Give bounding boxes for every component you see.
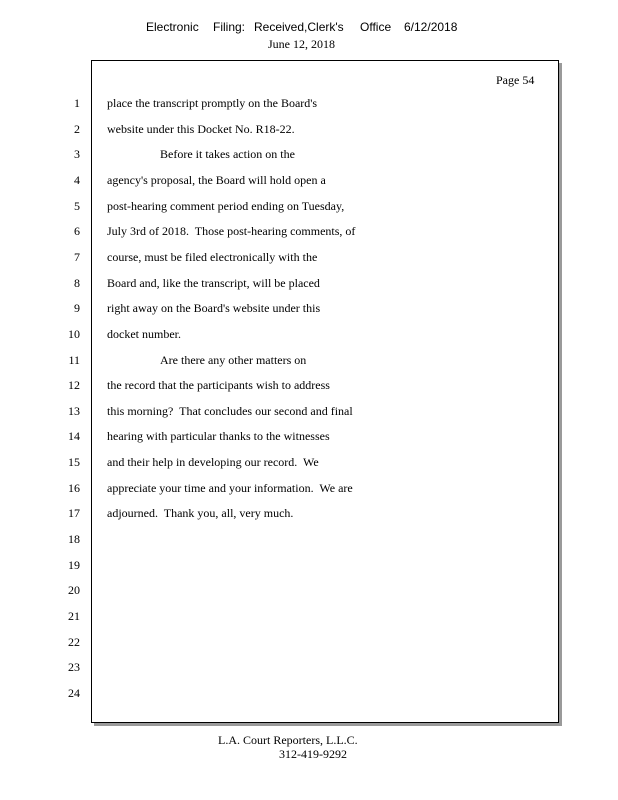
line-number: 3 — [74, 147, 80, 161]
line-text: docket number. — [107, 327, 181, 341]
line-text: Before it takes action on the — [160, 147, 295, 161]
transcript-line — [0, 249, 600, 267]
line-number: 16 — [68, 481, 80, 495]
transcript-line — [0, 326, 600, 344]
line-number: 9 — [74, 301, 80, 315]
transcript-line — [0, 608, 600, 626]
line-number: 20 — [68, 583, 80, 597]
line-number: 21 — [68, 609, 80, 623]
line-text: hearing with particular thanks to the witnesses — [107, 429, 330, 443]
line-number: 2 — [74, 122, 80, 136]
line-number: 10 — [68, 327, 80, 341]
filing-stamp-word: Filing: — [213, 20, 246, 34]
line-text: adjourned. Thank you, all, very much. — [107, 506, 294, 520]
line-number: 8 — [74, 276, 80, 290]
line-number: 1 — [74, 96, 80, 110]
filing-stamp-date: 6/12/2018 — [404, 20, 458, 34]
transcript-line — [0, 95, 600, 113]
line-number: 15 — [68, 455, 80, 469]
transcript-line — [0, 403, 600, 421]
filed-date: June 12, 2018 — [268, 37, 335, 51]
transcript-line — [0, 634, 600, 652]
line-number: 7 — [74, 250, 80, 264]
transcript-line — [0, 121, 600, 139]
transcript-line — [0, 582, 600, 600]
transcript-line — [0, 146, 600, 164]
line-text: this morning? That concludes our second and final — [107, 404, 353, 418]
line-text: place the transcript promptly on the Board's — [107, 96, 318, 110]
transcript-line — [0, 377, 600, 395]
line-number: 24 — [68, 686, 80, 700]
line-number: 17 — [68, 506, 80, 520]
filing-stamp-word: Electronic — [146, 20, 199, 34]
filing-stamp-word: Received,Clerk's — [254, 20, 344, 34]
reporter-company: L.A. Court Reporters, L.L.C. — [218, 733, 358, 747]
transcript-line — [0, 557, 600, 575]
transcript-line — [0, 531, 600, 549]
filing-stamp-word: Office — [360, 20, 392, 34]
reporter-phone: 312-419-9292 — [279, 747, 347, 761]
line-text: appreciate your time and your information. We are — [107, 481, 353, 495]
line-text: July 3rd of 2018. Those post-hearing comments, of — [107, 224, 356, 238]
line-number: 6 — [74, 224, 80, 238]
line-text: right away on the Board's website under this — [107, 301, 321, 315]
line-text: website under this Docket No. R18-22. — [107, 122, 295, 136]
line-text: and their help in developing our record. We — [107, 455, 319, 469]
line-number: 18 — [68, 532, 80, 546]
line-number: 12 — [68, 378, 80, 392]
filing-stamp — [0, 20, 618, 36]
line-text: agency's proposal, the Board will hold open a — [107, 173, 326, 187]
line-number: 11 — [68, 353, 80, 367]
line-number: 23 — [68, 660, 80, 674]
transcript-line — [0, 300, 600, 318]
line-number: 14 — [68, 429, 80, 443]
line-number: 5 — [74, 199, 80, 213]
transcript-line — [0, 659, 600, 677]
transcript-line — [0, 275, 600, 293]
transcript-line — [0, 223, 600, 241]
transcript-line — [0, 352, 600, 370]
transcript-line — [0, 428, 600, 446]
line-text: post-hearing comment period ending on Tuesday, — [107, 199, 345, 213]
page-number: Page 54 — [496, 73, 535, 87]
line-text: course, must be filed electronically with the — [107, 250, 318, 264]
transcript-line — [0, 172, 600, 190]
line-number: 4 — [74, 173, 80, 187]
line-number: 22 — [68, 635, 80, 649]
line-text: Board and, like the transcript, will be placed — [107, 276, 320, 290]
transcript-line — [0, 454, 600, 472]
transcript-line — [0, 685, 600, 703]
line-number: 19 — [68, 558, 80, 572]
transcript-line — [0, 198, 600, 216]
transcript-line — [0, 480, 600, 498]
transcript-line — [0, 505, 600, 523]
line-text: the record that the participants wish to address — [107, 378, 330, 392]
line-text: Are there any other matters on — [160, 353, 307, 367]
line-number: 13 — [68, 404, 80, 418]
